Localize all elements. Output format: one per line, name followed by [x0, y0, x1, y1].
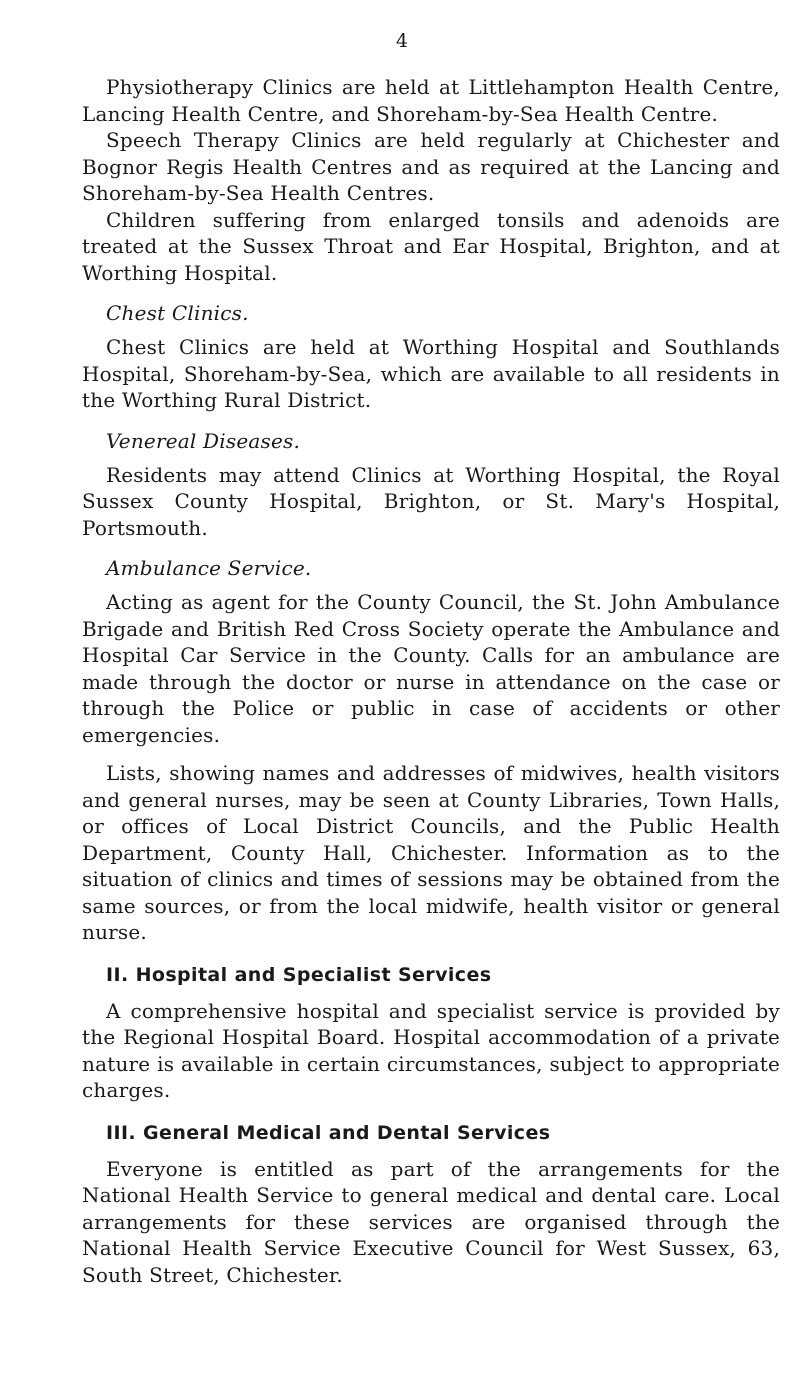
ambulance-service-paragraph: Acting as agent for the County Council, the St. John Ambulance Brigade and British Red Cross Society operate the Ambulance and Hospital Car Service in the County. Calls for an ambulance are made through the doctor or nurse in attendance on the case or through the Police or public in case of accidents or other emergencies.	[82, 590, 780, 747]
chest-clinics-paragraph: Chest Clinics are held at Worthing Hospital and Southlands Hospital, Shoreham-by-Sea, which are available to all residents in the Worthing Rural District.	[82, 335, 780, 412]
document-page	[82, 30, 780, 1302]
venereal-diseases-heading: Venereal Diseases.	[106, 428, 301, 453]
hospital-services-section	[82, 962, 780, 1104]
physiotherapy-paragraph: Physiotherapy Clinics are held at Littlehampton Health Centre, Lancing Health Centre, and Shoreham-by-Sea Health Centre.	[82, 75, 780, 126]
general-services-paragraph: Everyone is entitled as part of the arrangements for the National Health Service to general medical and dental care. Local arrangements for these services are organised through the National Health Service Executive Council for West Sussex, 63, South Street, Chichester.	[82, 1156, 780, 1287]
general-services-section	[82, 1120, 780, 1289]
general-services-heading: III. General Medical and Dental Services	[106, 1121, 551, 1144]
chest-clinics-heading: Chest Clinics.	[106, 301, 249, 325]
hospital-services-paragraph: A comprehensive hospital and specialist service is provided by the Regional Hospital Board. Hospital accommodation of a private nature is available in certain circumstances, subject to appropriate charges.	[82, 998, 780, 1102]
ambulance-service-section	[82, 555, 780, 946]
venereal-diseases-section	[82, 428, 780, 542]
tonsils-paragraph: Children suffering from enlarged tonsils and adenoids are treated at the Sussex Throat and Ear Hospital, Brighton, and at Worthing Hospital.	[82, 207, 780, 285]
venereal-diseases-paragraph: Residents may attend Clinics at Worthing Hospital, the Royal Sussex County Hospital, Brighton, or St. Mary's Hospital, Portsmouth.	[82, 462, 780, 540]
page-number: 4	[395, 30, 409, 52]
hospital-services-heading: II. Hospital and Specialist Services	[106, 963, 492, 986]
chest-clinics-section	[82, 300, 780, 414]
intro-section	[82, 74, 780, 286]
lists-paragraph: Lists, showing names and addresses of midwives, health visitors and general nurses, may be seen at County Libraries, Town Halls, or offices of Local District Councils, and the Public Health Department, County Hall, Chichester. Information as to the situation of clinics and times of sessions may be obtained from the same sources, or from the local midwife, health visitor or general nurse.	[82, 761, 780, 944]
ambulance-service-heading: Ambulance Service.	[106, 556, 312, 580]
speech-therapy-paragraph: Speech Therapy Clinics are held regularly at Chichester and Bognor Regis Health Centres and as required at the Lancing and Shoreham-by-Sea Health Centres.	[82, 128, 780, 205]
